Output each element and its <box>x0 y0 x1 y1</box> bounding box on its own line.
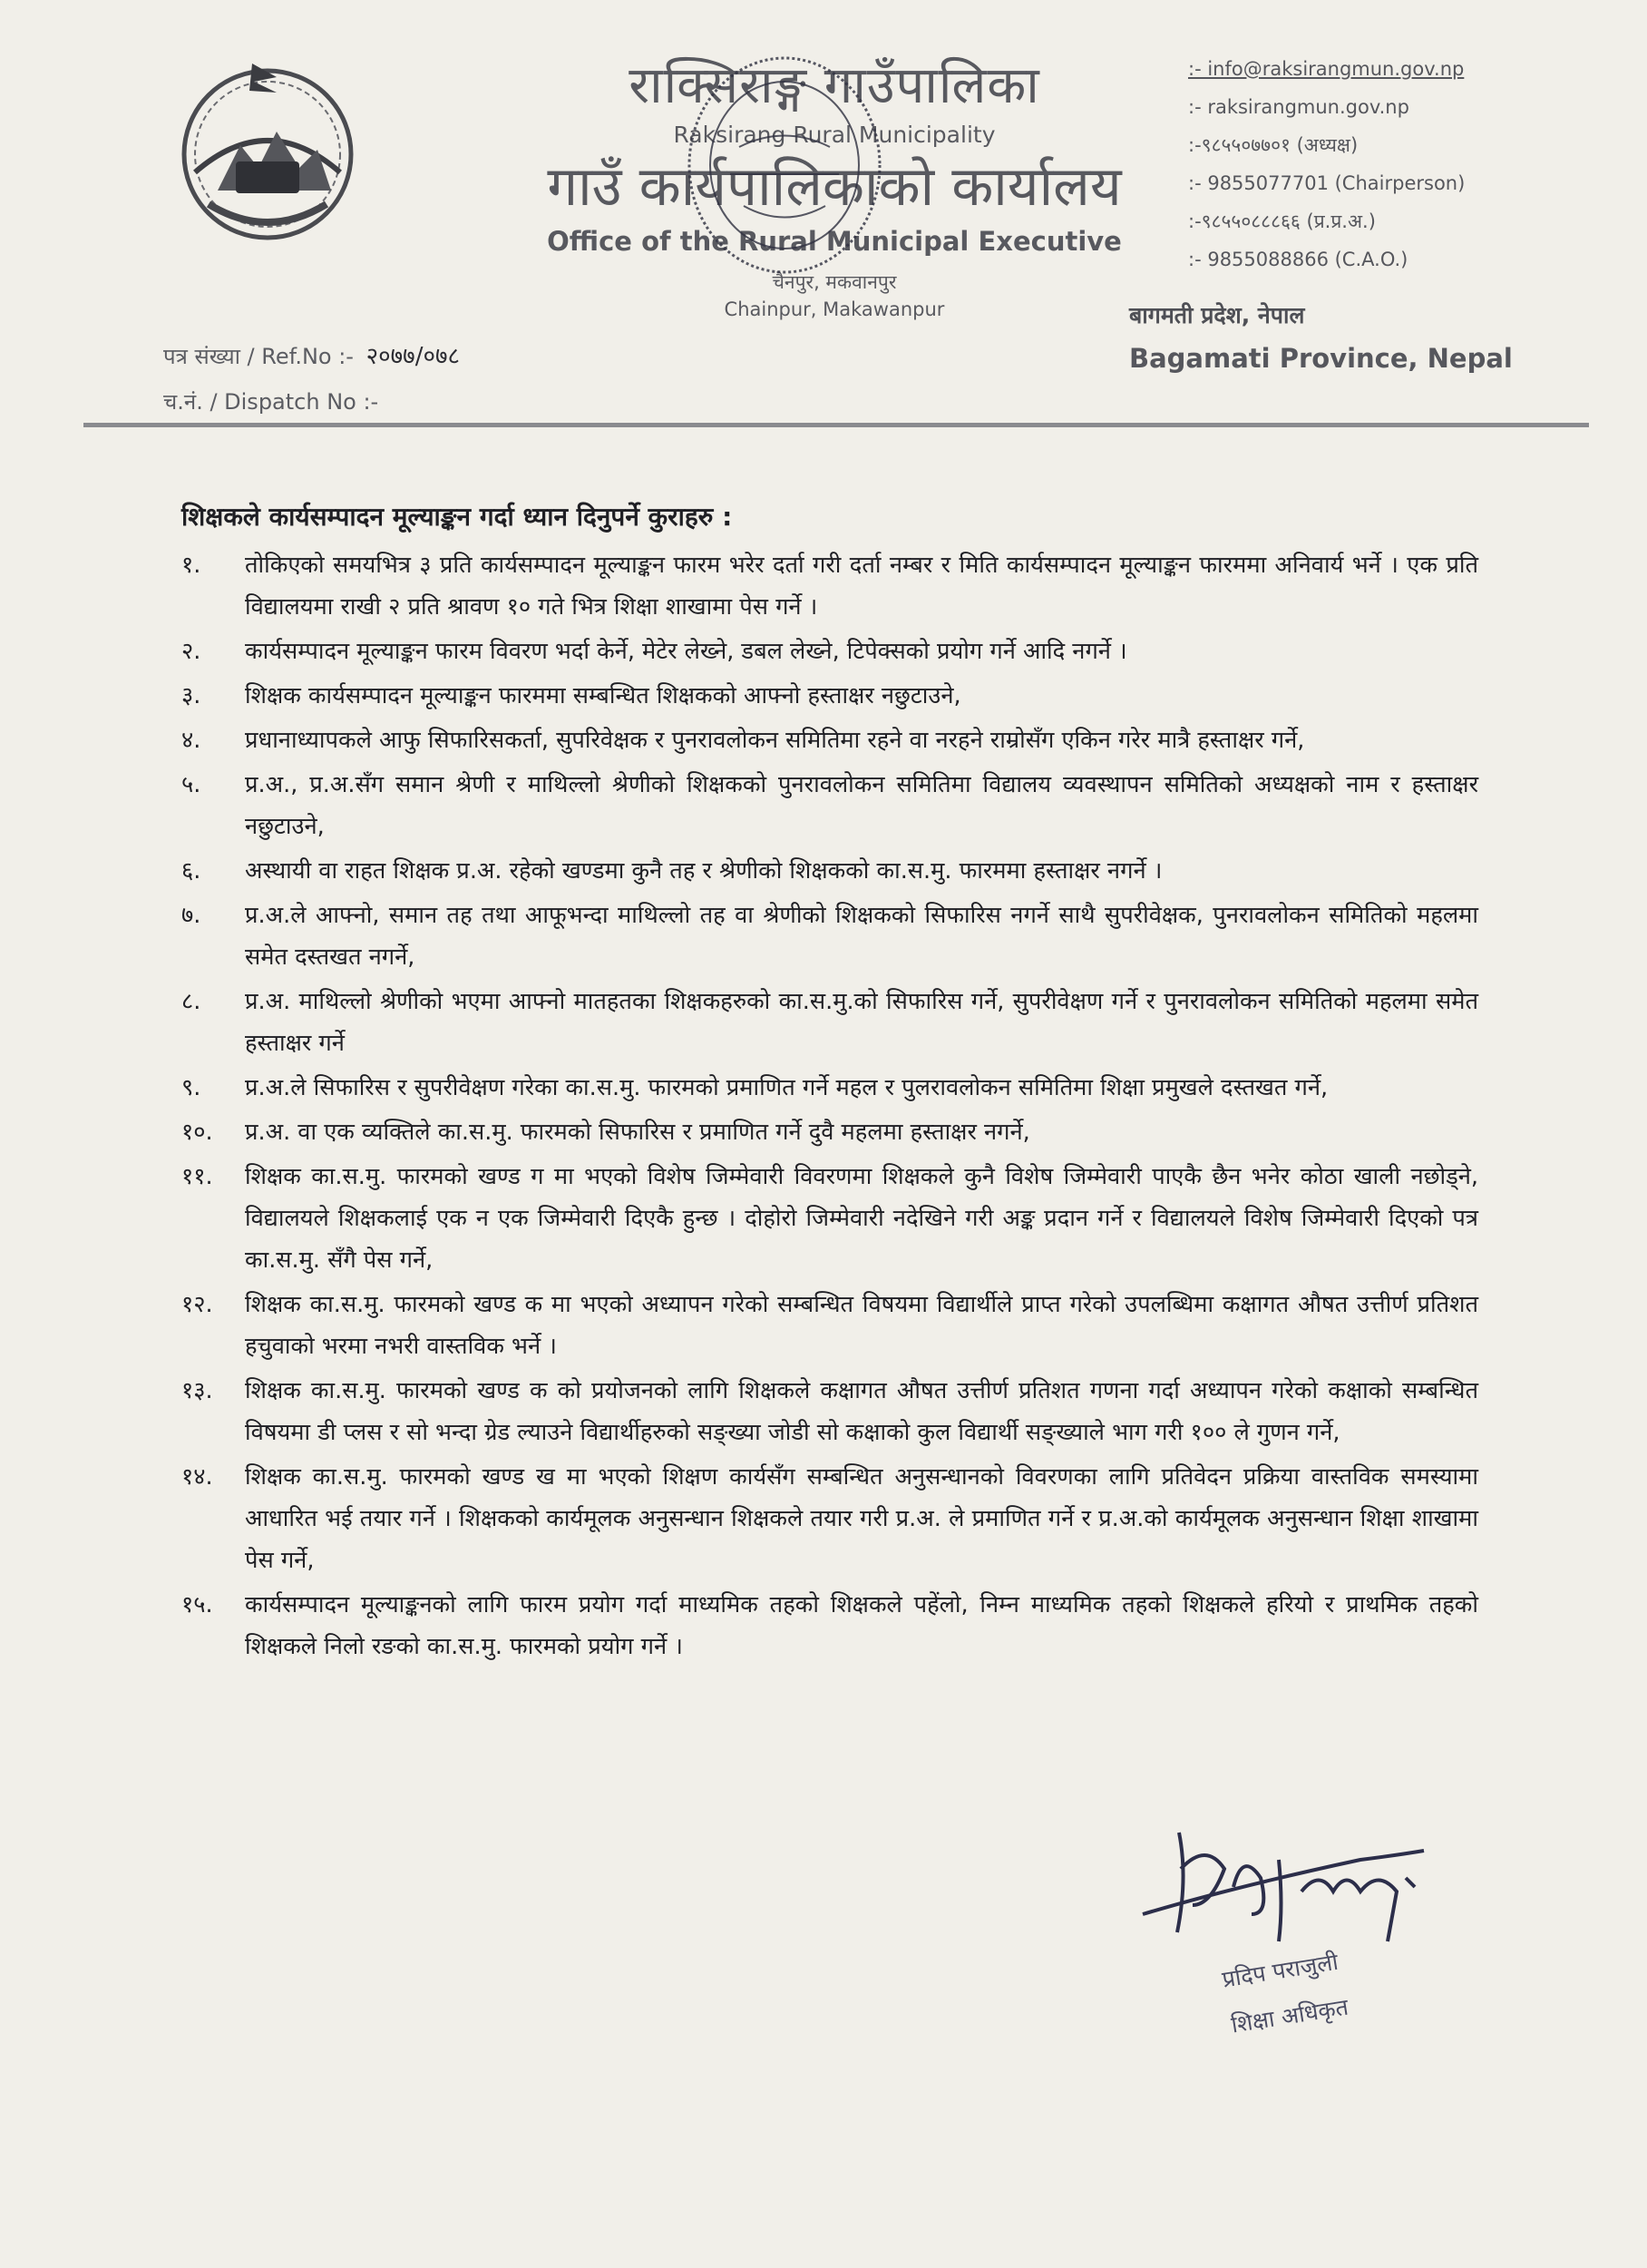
item-text: अस्थायी वा राहत शिक्षक प्र.अ. रहेको खण्डमा कुनै तह र श्रेणीको शिक्षकको का.स.मु. फारममा हस्ताक्षर नगर्ने । <box>245 857 1163 885</box>
office-name-en: Office of the Rural Municipal Executive <box>547 226 1122 257</box>
contact-email[interactable]: :- info@raksirangmun.gov.np <box>1188 58 1465 80</box>
list-item <box>181 544 1478 628</box>
ref-value: २०७७/०७८ <box>365 343 461 370</box>
item-text: प्र.अ.ले सिफारिस र सुपरीवेक्षण गरेका का.स.मु. फारमको प्रमाणित गर्ने महल र पुलरावलोकन समितिमा शिक्षा प्रमुखले दस्तखत गर्ने, <box>245 1074 1329 1101</box>
nepal-emblem-icon <box>163 54 372 249</box>
reference-block <box>163 334 460 425</box>
item-number: ६. <box>181 857 201 885</box>
item-text: शिक्षक का.स.मु. फारमको खण्ड क को प्रयोजनको लागि शिक्षकले कक्षागत औषत उत्तीर्ण प्रतिशत गणना गर्दा अध्यापन गरेको कक्षाको सम्बन्धित विषयमा डी प्लस र सो भन्दा ग्रेड ल्याउने विद्यार्थीहरुको सङ्ख्या जोडी सो कक्षाको कुल विद्यार्थी सङ्ख्याले भाग गरी १०० ले गुणन गर्ने, <box>245 1377 1478 1446</box>
list-item <box>181 631 1478 672</box>
item-number: १३. <box>181 1377 213 1404</box>
contact-phone-cao-np: :-९८५५०८८८६६ (प्र.प्र.अ.) <box>1188 210 1376 232</box>
item-number: ११. <box>181 1163 213 1190</box>
item-text: प्रधानाध्यापकले आफु सिफारिसकर्ता, सुपरिवेक्षक र पुनरावलोकन समितिमा रहने वा नरहने राम्रोसँग एकिन गरेर मात्रै हस्ताक्षर गर्ने, <box>245 727 1305 754</box>
municipality-name-np: राक्सिराङ्ग गाउँपालिका <box>629 56 1040 115</box>
letter-body <box>181 497 1478 1670</box>
item-text: शिक्षक का.स.मु. फारमको खण्ड ख मा भएको शिक्षण कार्यसँग सम्बन्धित अनुसन्धानको विवरणका लागि प्रतिवेदन प्रक्रिया वास्तविक समस्यामा आधारित भई तयार गर्ने । शिक्षकको कार्यमूलक अनुसन्धान शिक्षकले तयार गरी प्र.अ. ले प्रमाणित गर्ने र प्र.अ.को कार्यमूलक अनुसन्धान शिक्षा शाखामा पेस गर्ने, <box>245 1463 1478 1574</box>
item-number: २. <box>181 638 201 665</box>
list-item <box>181 1370 1478 1453</box>
signatory-title: शिक्षा अधिकृत <box>1229 1993 1350 2038</box>
dispatch-line <box>163 379 460 425</box>
letterhead-divider <box>83 423 1589 427</box>
item-text: कार्यसम्पादन मूल्याङ्कन फारम विवरण भर्दा केर्ने, मेटेर लेख्ने, डबल लेख्ने, टिपेक्सको प्रयोग गर्ने आदि नगर्ने । <box>245 638 1127 665</box>
list-item <box>181 894 1478 978</box>
province-np: बागमती प्रदेश, नेपाल <box>1129 302 1305 328</box>
item-number: १२. <box>181 1291 213 1318</box>
item-text: तोकिएको समयभित्र ३ प्रति कार्यसम्पादन मूल्याङ्कन फारम भरेर दर्ता गरी दर्ता नम्बर र मिति कार्यसम्पादन मूल्याङ्कन फारममा अनिवार्य भर्ने । एक प्रति विद्यालयमा राखी २ प्रति श्रावण १० गते भित्र शिक्षा शाखामा पेस गर्ने । <box>245 552 1478 621</box>
item-text: शिक्षक का.स.मु. फारमको खण्ड क मा भएको अध्यापन गरेको सम्बन्धित विषयमा विद्यार्थीले प्राप्त गरेको उपलब्धिमा कक्षागत औषत उत्तीर्ण प्रतिशत हचुवाको भरमा नभरी वास्तविक भर्ने । <box>245 1291 1478 1360</box>
item-number: ५. <box>181 771 201 798</box>
item-number: १४. <box>181 1463 213 1491</box>
item-number: १५. <box>181 1591 213 1618</box>
contact-phone-chair-np: :-९८५५०७७०१ (अध्यक्ष) <box>1188 134 1359 156</box>
item-number: ९. <box>181 1074 201 1101</box>
item-text: शिक्षक का.स.मु. फारमको खण्ड ग मा भएको विशेष जिम्मेवारी विवरणमा शिक्षकले कुनै विशेष जिम्मेवारी पाएकै छैन भनेर कोठा खाली नछोड्ने, विद्यालयले शिक्षकलाई एक न एक जिम्मेवारी दिएकै हुन्छ । दोहोरो जिम्मेवारी नदेखिने गरी अङ्क प्रदान गर्ने र विद्यालयले विशेष जिम्मेवारी दिएको पत्र का.स.मु. सँगै पेस गर्ने, <box>245 1163 1478 1274</box>
contact-website[interactable]: :- raksirangmun.gov.np <box>1188 96 1409 118</box>
list-item <box>181 719 1478 761</box>
municipality-name-en: Raksirang Rural Municipality <box>673 122 996 148</box>
list-item <box>181 675 1478 717</box>
item-number: १०. <box>181 1119 213 1146</box>
item-text: प्र.अ. वा एक व्यक्तिले का.स.मु. फारमको सिफारिस र प्रमाणित गर्ने दुवै महलमा हस्ताक्षर नगर्ने, <box>245 1119 1030 1146</box>
item-number: ८. <box>181 988 201 1015</box>
list-item <box>181 1584 1478 1667</box>
contact-phone-chair-en: :- 9855077701 (Chairperson) <box>1188 172 1466 194</box>
ref-number-line <box>163 334 460 379</box>
item-text: प्र.अ.ले आफ्नो, समान तह तथा आफूभन्दा माथिल्लो तह वा श्रेणीको शिक्षकको सिफारिस नगर्ने साथै सुपरीवेक्षक, पुनरावलोकन समितिको महलमा समेत दस्तखत नगर्ने, <box>245 902 1478 971</box>
list-item <box>181 1156 1478 1281</box>
instruction-list <box>181 544 1478 1667</box>
official-stamp-icon <box>676 38 902 288</box>
list-item <box>181 1284 1478 1367</box>
item-text: प्र.अ., प्र.अ.सँग समान श्रेणी र माथिल्लो श्रेणीको शिक्षकको पुनरावलोकन समितिमा विद्यालय व्यवस्थापन समितिको अध्यक्षको नाम र हस्ताक्षर नछुटाउने, <box>245 771 1478 840</box>
list-item <box>181 764 1478 847</box>
list-item <box>181 1111 1478 1153</box>
item-text: कार्यसम्पादन मूल्याङ्कनको लागि फारम प्रयोग गर्दा माध्यमिक तहको शिक्षकले पहेंलो, निम्न माध्यमिक तहको शिक्षकले हरियो र प्राथमिक तहको शिक्षकले निलो रङको का.स.मु. फारमको प्रयोग गर्ने । <box>245 1591 1478 1660</box>
place-np: चैनपुर, मकवानपुर <box>772 271 897 293</box>
place-en: Chainpur, Makawanpur <box>724 298 945 320</box>
ref-label: पत्र संख्या / Ref.No :- <box>163 344 354 369</box>
office-name-np: गाउँ कार्यपालिकाको कार्यालय <box>547 155 1122 219</box>
list-item <box>181 1456 1478 1581</box>
item-text: शिक्षक कार्यसम्पादन मूल्याङ्कन फारममा सम्बन्धित शिक्षकको आफ्नो हस्ताक्षर नछुटाउने, <box>245 682 961 709</box>
item-number: ४. <box>181 727 201 754</box>
list-item <box>181 981 1478 1064</box>
contact-block <box>1188 50 1587 279</box>
dispatch-label: च.नं. / Dispatch No :- <box>163 389 379 415</box>
item-number: ३. <box>181 682 201 709</box>
signatory-name: प्रदिप पराजुली <box>1220 1948 1340 1993</box>
item-number: ७. <box>181 902 201 929</box>
list-item <box>181 850 1478 892</box>
list-item <box>181 1067 1478 1109</box>
contact-phone-cao-en: :- 9855088866 (C.A.O.) <box>1188 249 1408 270</box>
province-en: Bagamati Province, Nepal <box>1129 343 1513 374</box>
item-number: १. <box>181 552 201 579</box>
body-heading: शिक्षकले कार्यसम्पादन मूल्याङ्कन गर्दा ध्यान दिनुपर्ने कुराहरु : <box>181 502 733 532</box>
item-text: प्र.अ. माथिल्लो श्रेणीको भएमा आफ्नो मातहतका शिक्षकहरुको का.स.मु.को सिफारिस गर्ने, सुपरीवेक्षण गर्ने र पुनरावलोकन समितिको महलमा समेत हस्ताक्षर गर्ने <box>245 988 1478 1057</box>
